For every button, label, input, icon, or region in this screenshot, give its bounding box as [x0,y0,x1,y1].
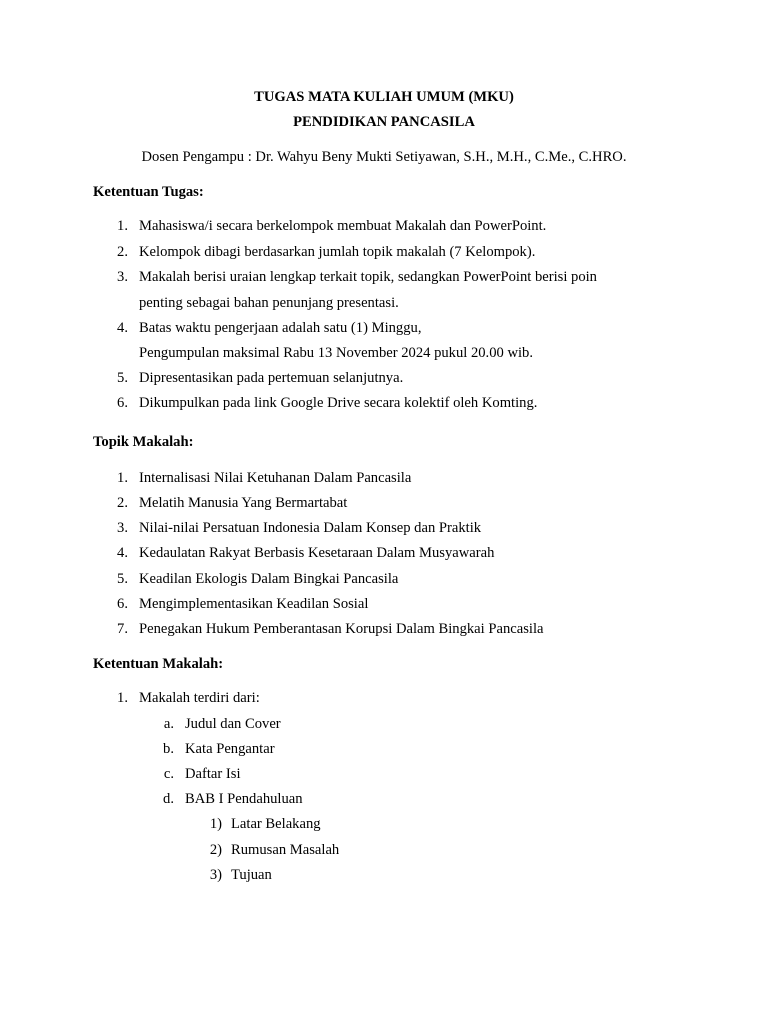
sub-sub-list-number: 1) [209,816,222,832]
list-number: 3. [117,520,128,536]
list-number: 6. [117,596,128,612]
list-number: 2. [117,495,128,511]
list-number: 4. [117,320,128,336]
sub-list-letter: d. [163,791,174,807]
list-item-text: Melatih Manusia Yang Bermartabat [139,495,348,511]
list-item-text: Kelompok dibagi berdasarkan jumlah topik makalah (7 Kelompok). [139,244,536,260]
list-item-text: Makalah terdiri dari: [139,690,260,706]
list-item-text: Keadilan Ekologis Dalam Bingkai Pancasila [139,571,399,587]
list-number: 4. [117,545,128,561]
title-line-1: TUGAS MATA KULIAH UMUM (MKU) [254,89,514,105]
list-number: 1. [117,218,128,234]
sub-sub-list-item-text: Tujuan [231,867,272,883]
lecturer-line: Dosen Pengampu : Dr. Wahyu Beny Mukti Setiyawan, S.H., M.H., C.Me., C.HRO. [141,149,627,165]
ketentuan-tugas-heading: Ketentuan Tugas: [93,184,204,200]
sub-list-item-text: Judul dan Cover [185,716,281,732]
sub-list-letter: c. [163,766,174,782]
sub-list-letter: a. [163,716,174,732]
list-item-text: Dikumpulkan pada link Google Drive secara kolektif oleh Komting. [139,395,538,411]
list-item-text-continued: penting sebagai bahan penunjang presentasi. [139,295,399,311]
list-number: 5. [117,571,128,587]
list-number: 2. [117,244,128,260]
sub-list-item-text: Daftar Isi [185,766,241,782]
topik-makalah-heading: Topik Makalah: [93,434,194,450]
list-item-text: Batas waktu pengerjaan adalah satu (1) Minggu, [139,320,422,336]
list-item-text: Nilai-nilai Persatuan Indonesia Dalam Konsep dan Praktik [139,520,482,536]
list-number: 3. [117,269,128,285]
sub-sub-list-number: 2) [209,842,222,858]
list-item-text: Internalisasi Nilai Ketuhanan Dalam Pancasila [139,470,412,486]
list-number: 1. [117,690,128,706]
sub-list-item-text: Kata Pengantar [185,741,275,757]
list-item-text: Mahasiswa/i secara berkelompok membuat Makalah dan PowerPoint. [139,218,547,234]
ketentuan-makalah-heading: Ketentuan Makalah: [93,656,224,672]
list-item-text: Penegakan Hukum Pemberantasan Korupsi Dalam Bingkai Pancasila [139,621,544,637]
sub-sub-list-item-text: Latar Belakang [231,816,321,832]
list-item-text: Mengimplementasikan Keadilan Sosial [139,596,369,612]
sub-list-letter: b. [163,741,174,757]
sub-sub-list-item-text: Rumusan Masalah [231,842,340,858]
list-number: 5. [117,370,128,386]
list-number: 1. [117,470,128,486]
list-number: 7. [117,621,128,637]
list-item-text-continued: Pengumpulan maksimal Rabu 13 November 2024 pukul 20.00 wib. [139,345,533,361]
list-item-text: Dipresentasikan pada pertemuan selanjutnya. [139,370,404,386]
sub-sub-list-number: 3) [209,867,222,883]
list-item-text: Makalah berisi uraian lengkap terkait topik, sedangkan PowerPoint berisi poin [139,269,597,285]
title-line-2: PENDIDIKAN PANCASILA [293,114,475,130]
sub-list-item-text: BAB I Pendahuluan [185,791,303,807]
list-number: 6. [117,395,128,411]
list-item-text: Kedaulatan Rakyat Berbasis Kesetaraan Dalam Musyawarah [139,545,495,561]
